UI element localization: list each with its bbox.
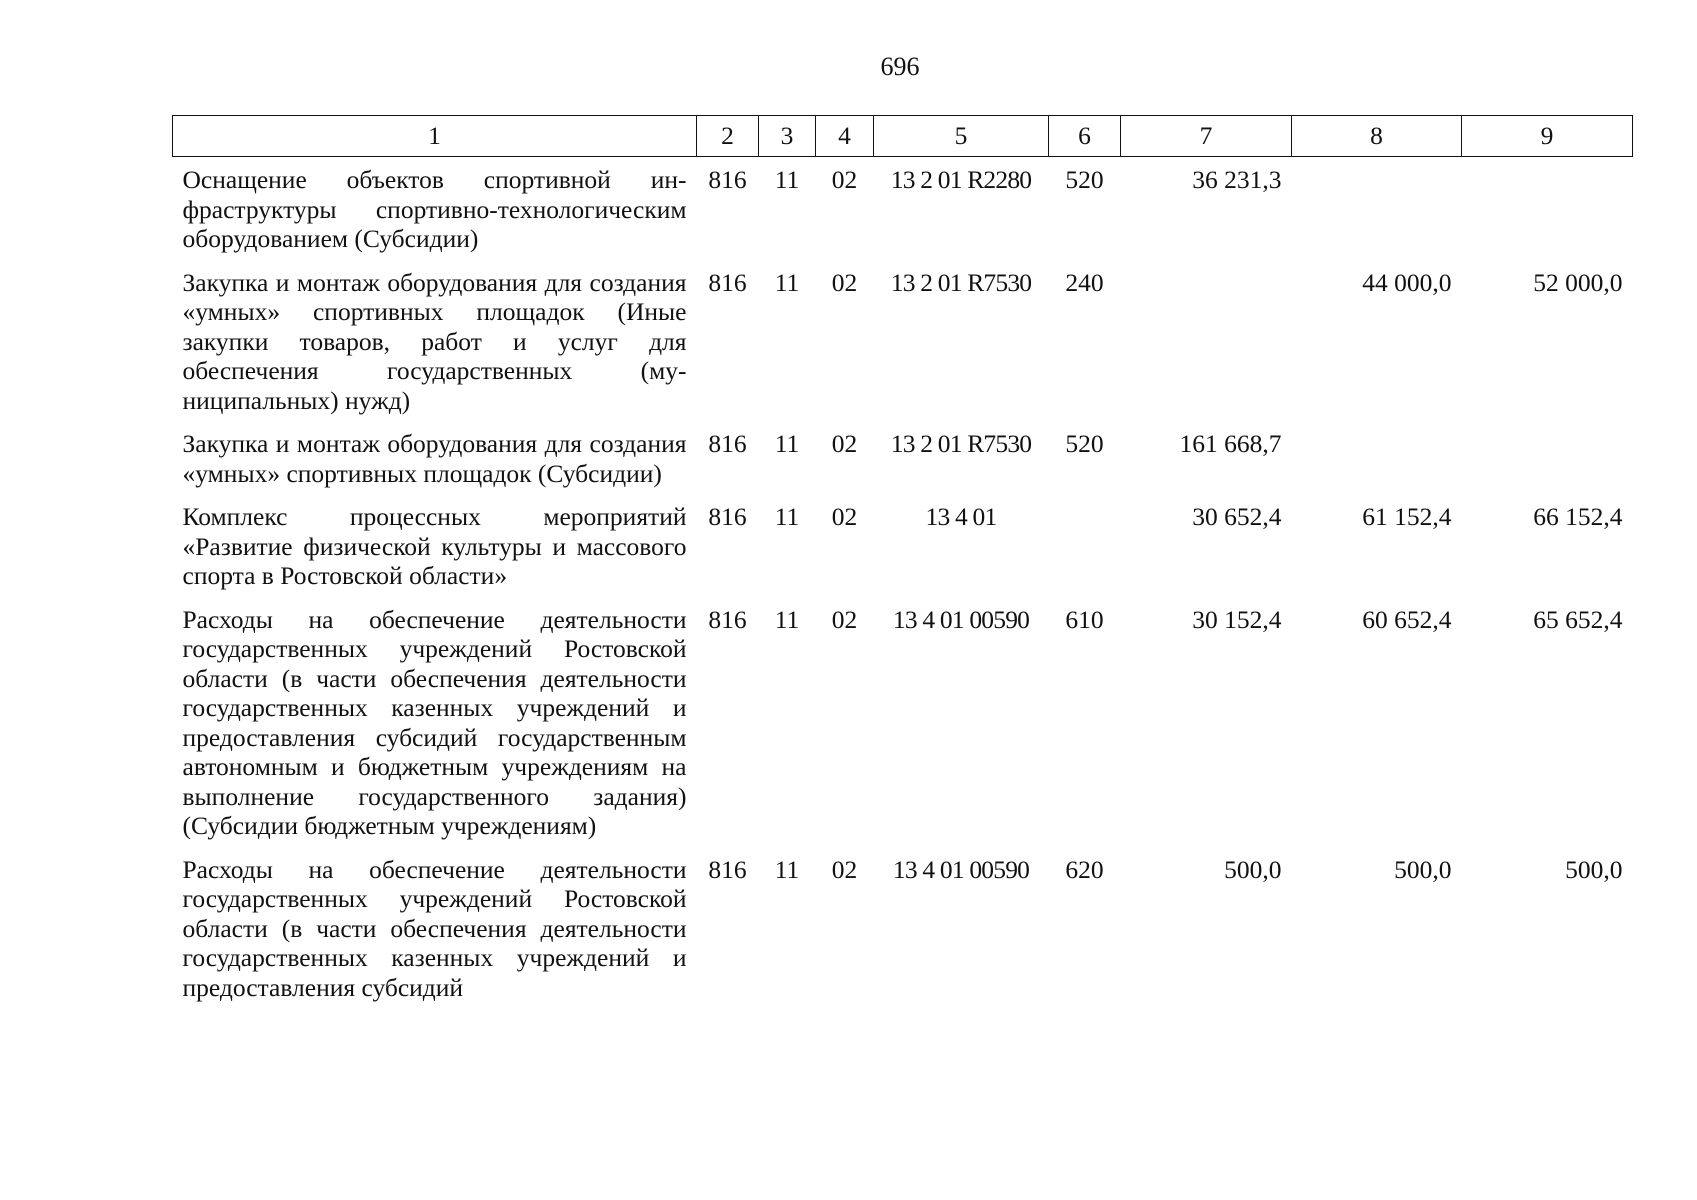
subsection-code: 02 [831, 267, 858, 297]
amount-col9 [1462, 421, 1633, 494]
column-header-1: 1 [173, 116, 697, 157]
amount-col9 [1462, 157, 1633, 260]
column-header-6: 6 [1049, 116, 1121, 157]
ministry-code: 816 [708, 429, 747, 458]
ministry-code: 816 [708, 267, 747, 297]
amount-col8 [1292, 157, 1462, 260]
section-code: 11 [774, 502, 800, 531]
header-row [173, 116, 1633, 157]
page-number: 696 [880, 52, 920, 81]
amount-col8: 61 152,4 [1362, 502, 1452, 531]
expense-type-code [1049, 494, 1121, 597]
subsection-code: 02 [831, 429, 858, 458]
table-row [173, 494, 1633, 597]
column-header-8: 8 [1292, 116, 1462, 157]
expense-type-code: 240 [1065, 267, 1104, 297]
amount-col7: 36 231,3 [1192, 165, 1282, 194]
amount-col8: 60 652,4 [1362, 604, 1452, 634]
table-header [173, 116, 1633, 157]
ministry-code: 816 [708, 604, 747, 634]
section-code: 11 [774, 267, 800, 297]
table-row [173, 157, 1633, 260]
amount-col7: 500,0 [1224, 854, 1282, 884]
table-body [173, 157, 1633, 1009]
target-article-code: 13 4 01 [925, 502, 997, 531]
subsection-code: 02 [831, 604, 858, 634]
row-description: Комплекс процессных мероприятий «Развитие физической культуры и массового спорта в Ростовской области» [182, 502, 687, 590]
amount-col7 [1121, 260, 1292, 422]
ministry-code: 816 [708, 502, 747, 531]
amount-col8: 44 000,0 [1362, 267, 1452, 297]
amount-col8 [1292, 421, 1462, 494]
column-header-7: 7 [1121, 116, 1292, 157]
table-row [173, 847, 1633, 1009]
budget-table [172, 115, 1633, 1008]
subsection-code: 02 [831, 854, 858, 884]
ministry-code: 816 [708, 165, 747, 194]
subsection-code: 02 [831, 502, 858, 531]
column-header-5: 5 [874, 116, 1049, 157]
target-article-code: 13 4 01 00590 [892, 604, 1030, 634]
amount-col9: 65 652,4 [1533, 604, 1623, 634]
amount-col9: 52 000,0 [1533, 267, 1623, 297]
amount-col9: 500,0 [1565, 854, 1623, 884]
expense-type-code: 610 [1065, 604, 1104, 634]
expense-type-code: 620 [1065, 854, 1104, 884]
amount-col7: 30 652,4 [1192, 502, 1282, 531]
amount-col8: 500,0 [1394, 854, 1452, 884]
column-header-3: 3 [759, 116, 816, 157]
section-code: 11 [774, 854, 800, 884]
target-article-code: 13 2 01 R7530 [890, 429, 1032, 458]
amount-col9: 66 152,4 [1533, 502, 1623, 531]
target-article-code: 13 2 01 R7530 [890, 267, 1032, 297]
column-header-9: 9 [1462, 116, 1633, 157]
section-code: 11 [774, 604, 800, 634]
target-article-code: 13 4 01 00590 [892, 854, 1030, 884]
table-row [173, 597, 1633, 847]
target-article-code: 13 2 01 R2280 [890, 165, 1032, 194]
table-row [173, 421, 1633, 494]
row-description: Закупка и монтаж оборудования для создания «умных» спортивных площадок (Иные закупки товаров, работ и услуг для обеспечения государственных (муниципальных) нужд) [182, 267, 687, 415]
row-description: Оснащение объектов спортивной инфраструктуры спортивно-технологическим оборудованием (Субсидии) [182, 165, 687, 253]
expense-type-code: 520 [1065, 165, 1104, 194]
amount-col7: 161 668,7 [1179, 429, 1282, 458]
expense-type-code: 520 [1065, 429, 1104, 458]
table-row [173, 260, 1633, 422]
row-description: Расходы на обеспечение деятельности государственных учреждений Ростовской области (в части обеспечения деятельности государственных казенных учреждений и предоставления субсидий государственным автономным и бюджетным учреждениям на выполнение государственного задания) (Субсидии бюджетным учреждениям) [182, 604, 687, 840]
section-code: 11 [774, 429, 800, 458]
ministry-code: 816 [708, 854, 747, 884]
column-header-2: 2 [697, 116, 759, 157]
row-description: Закупка и монтаж оборудования для создания «умных» спортивных площадок (Субсидии) [182, 429, 687, 488]
subsection-code: 02 [831, 165, 858, 194]
row-description: Расходы на обеспечение деятельности государственных учреждений Ростовской области (в части обеспечения деятельности государственных казенных учреждений и предоставления субсидий [182, 854, 687, 1002]
amount-col7: 30 152,4 [1192, 604, 1282, 634]
section-code: 11 [774, 165, 800, 194]
column-header-4: 4 [816, 116, 874, 157]
